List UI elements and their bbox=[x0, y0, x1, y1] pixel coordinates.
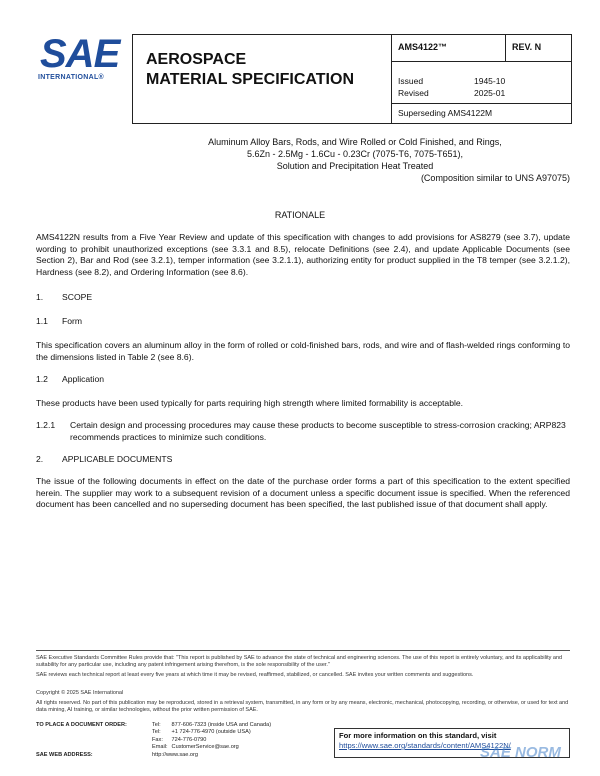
more-info-box: For more information on this standard, visit https://www.sae.org/standards/content/AMS4122N/ bbox=[334, 728, 570, 758]
sae-logo-tagline: INTERNATIONAL® bbox=[38, 74, 105, 81]
section-1-2-heading: 1.2 Application bbox=[36, 374, 105, 384]
section-1-heading: 1. SCOPE bbox=[36, 292, 93, 302]
section-1-1-heading: 1.1 Form bbox=[36, 316, 83, 326]
sae-website-link[interactable]: http://www.sae.org bbox=[152, 751, 199, 758]
footer-copyright: Copyright © 2025 SAE International bbox=[36, 690, 124, 696]
footer-review-text: SAE reviews each technical report at least every five years at which time it may be revised, reaffirmed, stabilized, or cancelled. SAE invites your written comments and suggestions. bbox=[36, 672, 474, 678]
issued-date: 1945-10 bbox=[474, 76, 506, 86]
document-type-title: AEROSPACE MATERIAL SPECIFICATION bbox=[146, 51, 354, 88]
revised-label: Revised bbox=[398, 88, 429, 98]
section-1-1-text: This specification covers an aluminum alloy in the form of rolled or cold-finished bars, rods, and wire and of flash-welded rings conforming to the dimensions listed in Table 2 (see 8.6). bbox=[36, 340, 570, 362]
section-2-text: The issue of the following documents in effect on the date of the purchase order forms a part of this specification to the extent specified herein. The supplier may work to a subsequent revision of a document unless a specific document issue is specified. When the referenced document has been cancelled and no superseding document has been specified, the last published issue of that document shall apply. bbox=[36, 476, 570, 510]
rationale-heading: RATIONALE bbox=[274, 210, 326, 220]
section-2-heading: 2. APPLICABLE DOCUMENTS bbox=[36, 454, 173, 464]
footer-rights-text: All rights reserved. No part of this publication may be reproduced, stored in a retrieval system, transmitted, in any form or by any means, electronic, mechanical, photocopying, recording, or otherwise, or used for text and data mining, AI training, or similar technologies, without the prior written permission of SAE. bbox=[36, 700, 569, 714]
rationale-text: AMS4122N results from a Five Year Review and update of this specification with changes to add provisions for AS8279 (see 3.7), update wording to prohibit unauthorized exceptions (see 3.3.1 and 8.5), relocate Definitions (see 2.4), and update Applicable Documents (see Section 2), Bar and Rod (see 3.2.1), temper information (see 3.2.1.1), authorizing entity for product supplied in the T8 temper (see 3.2.1.2), Hardness (see 8.2), and Ordering Information (see 8.6). bbox=[36, 232, 570, 277]
section-1-2-1-number: 1.2.1 bbox=[36, 420, 56, 430]
section-1-2-text: These products have been used typically for parts requiring high strength where limited formability is acceptable. bbox=[36, 398, 464, 408]
issued-label: Issued bbox=[398, 76, 424, 86]
contact-email[interactable]: CustomerService@sae.org bbox=[171, 744, 239, 751]
sae-logo: SAE bbox=[40, 32, 120, 76]
revised-date: 2025-01 bbox=[474, 88, 506, 98]
footer-divider bbox=[36, 650, 570, 651]
section-1-2-1-text: Certain design and processing procedures may cause these products to become susceptible to stress-corrosion cracking; ARP823 recommends practices to minimize such conditions. bbox=[70, 420, 566, 442]
revision-label: REV. N bbox=[512, 42, 542, 52]
document-subject: Aluminum Alloy Bars, Rods, and Wire Rolled or Cold Finished, and Rings, 5.6Zn - 2.5Mg - 1.6Cu - 0.23Cr (7075-T6, 7075-T651), Solution and Precipitation Heat Treated (Composition similar to UNS A97075) bbox=[208, 137, 570, 183]
order-contact-table: TO PLACE A DOCUMENT ORDER: Tel: 877-606-7323 (inside USA and Canada) Tel: +1 724-776-4970 (outside USA) Fax: 724-776-0790 Email: CustomerService@sae.org SAE WEB ADDRESS: http://www.sae.org bbox=[36, 722, 275, 759]
standard-info-link[interactable]: https://www.sae.org/standards/content/AMS4122N/ bbox=[339, 741, 511, 750]
watermark-logo: SAE NORM bbox=[480, 744, 561, 761]
spec-number: AMS4122™ bbox=[398, 42, 448, 52]
superseding-note: Superseding AMS4122M bbox=[398, 108, 493, 118]
footer-rules-text: SAE Executive Standards Committee Rules provide that: "This report is published by SAE to advance the state of technical and engineering sciences. The use of this report is entirely voluntary, and its applicability and suitability for any particular use, including any patent infringement arising therefrom, is the sole responsibility of the user." bbox=[36, 655, 563, 669]
